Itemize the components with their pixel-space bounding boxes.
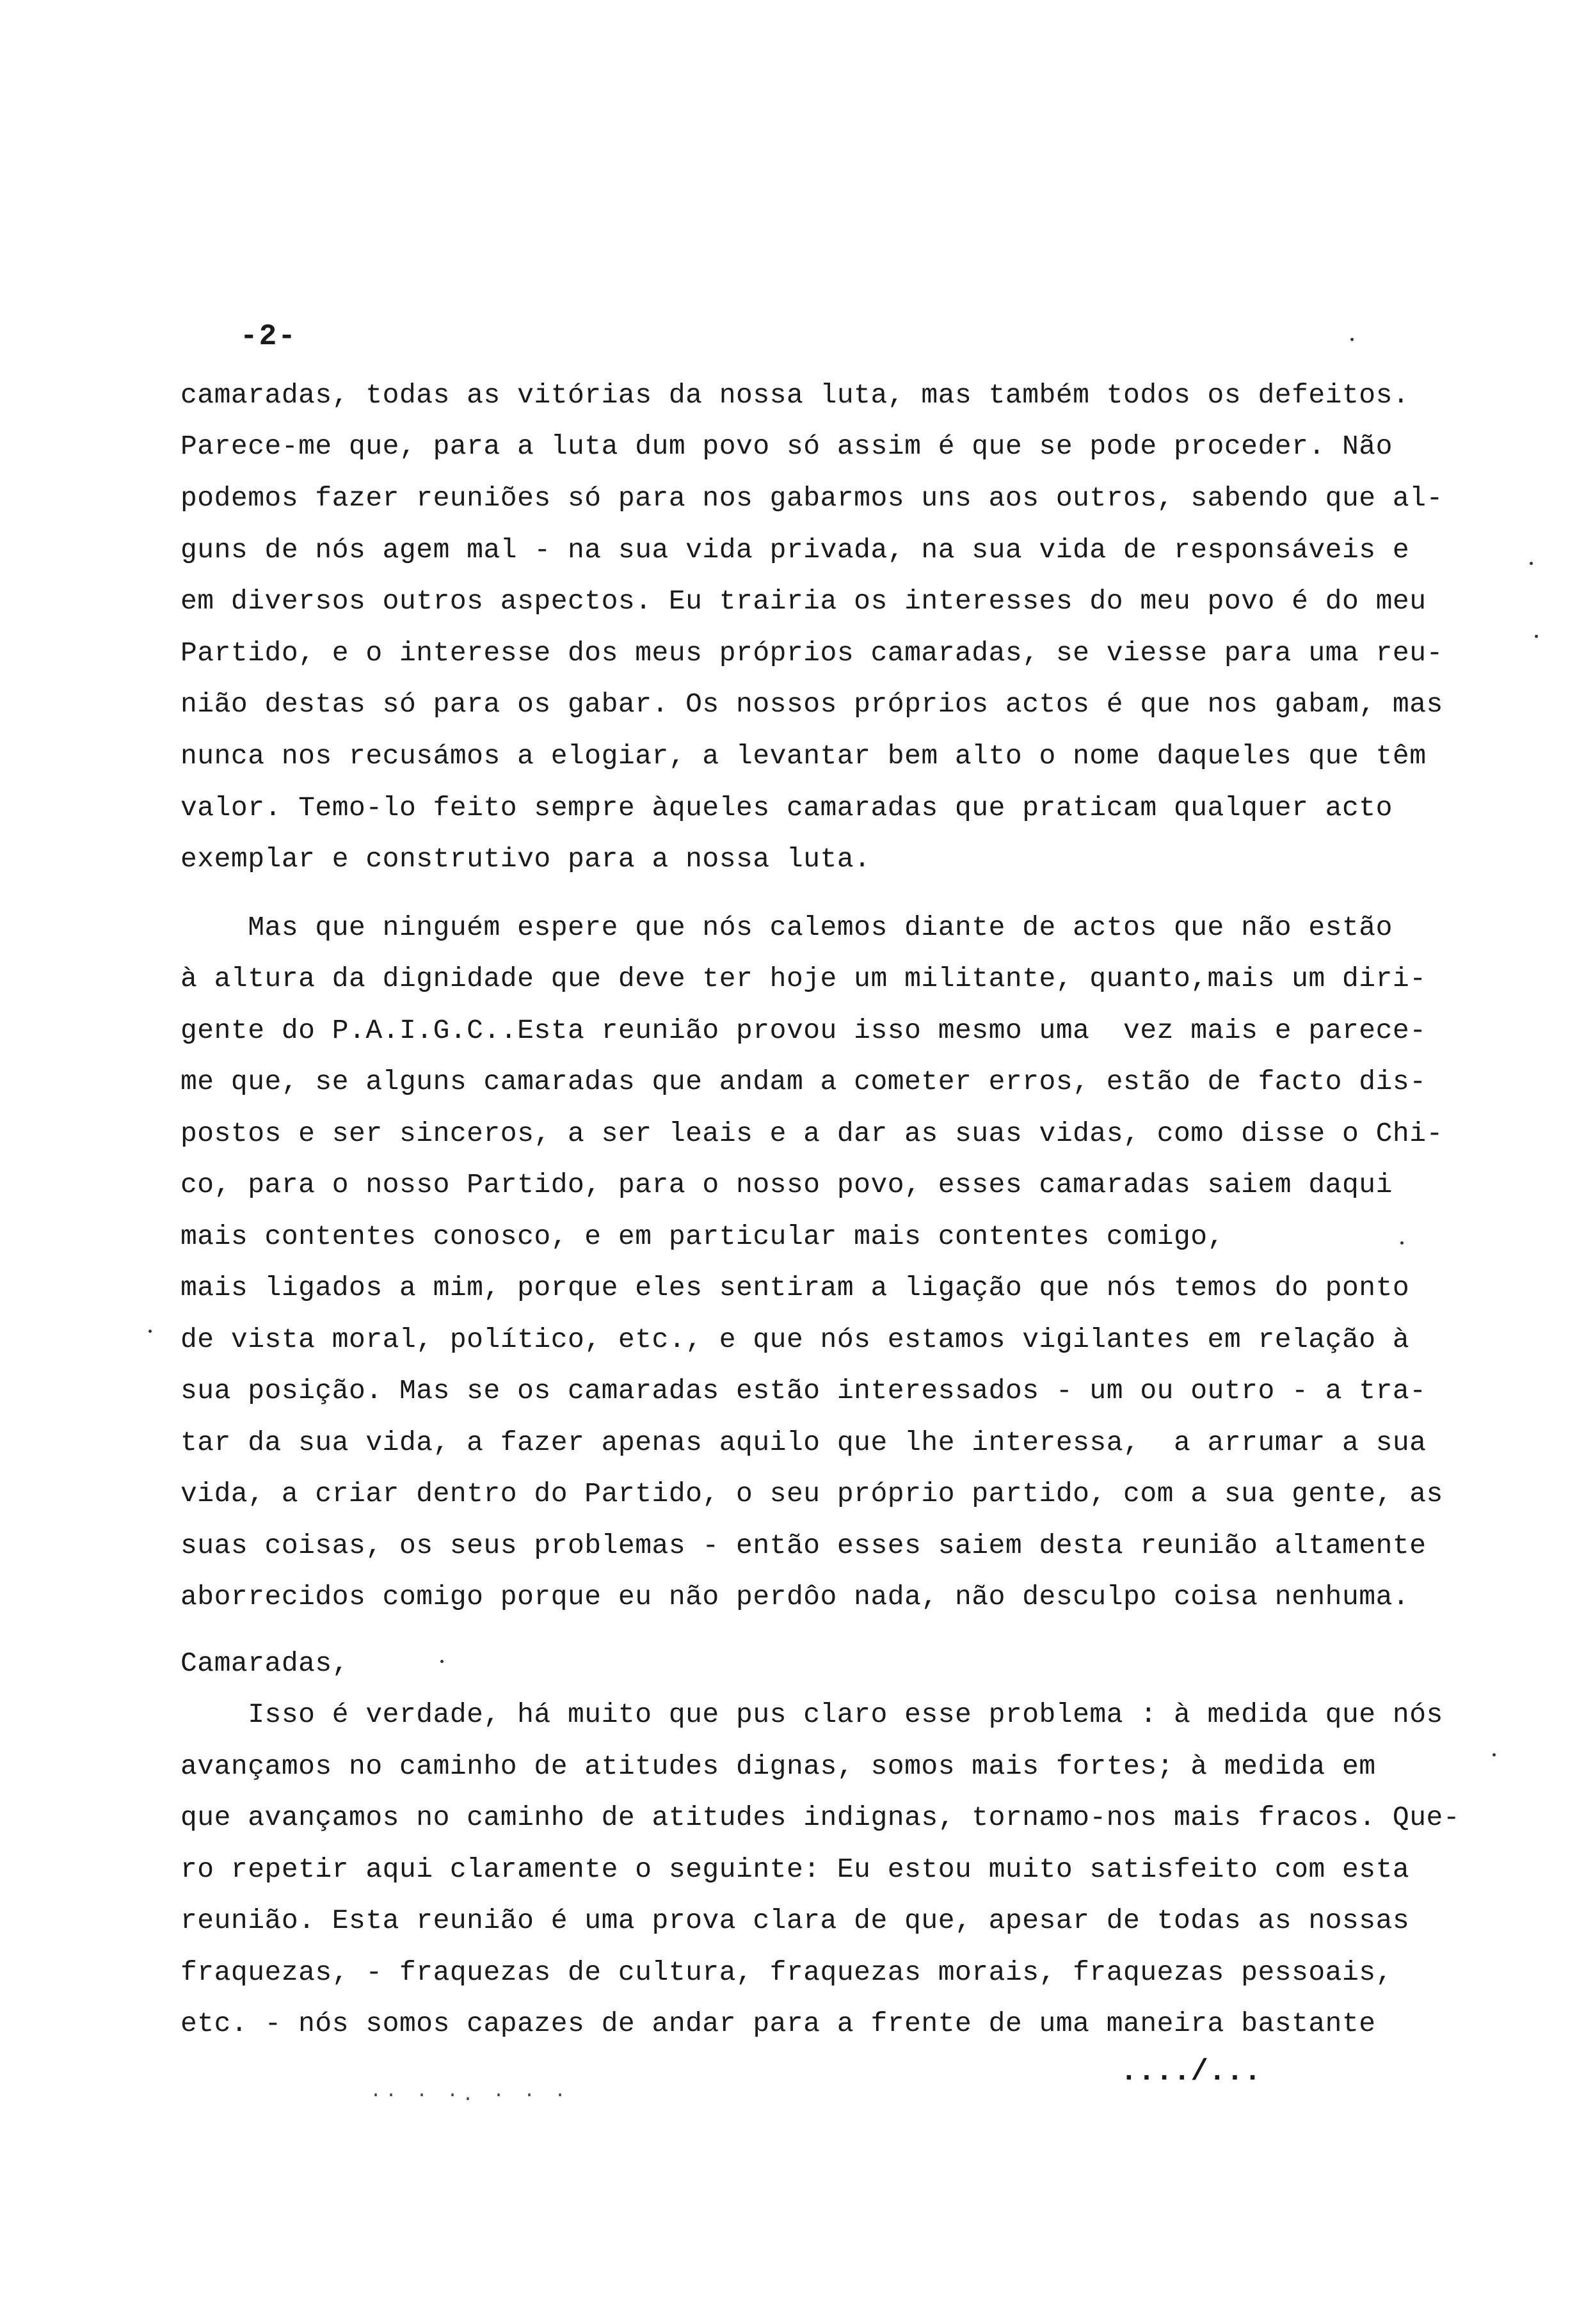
scan-speck: [1493, 1753, 1496, 1756]
text-line: tar da sua vida, a fazer apenas aquilo que lhe interessa, a arrumar a sua: [180, 1427, 1427, 1458]
text-line: à altura da dignidade que deve ter hoje um militante, quanto,mais um diri-: [180, 963, 1427, 994]
text-line: de vista moral, político, etc., e que nós estamos vigilantes em relação à: [180, 1324, 1410, 1355]
text-line: em diversos outros aspectos. Eu trairia os interesses do meu povo é do meu: [180, 585, 1427, 617]
text-line: camaradas, todas as vitórias da nossa luta, mas também todos os defeitos.: [180, 379, 1410, 411]
text-line: exemplar e construtivo para a nossa luta.: [180, 843, 871, 875]
text-line: Camaradas,: [180, 1648, 349, 1679]
text-line: Mas que ninguém espere que nós calemos diante de actos que não estão: [180, 912, 1393, 943]
text-line: me que, se alguns camaradas que andam a cometer erros, estão de facto dis-: [180, 1066, 1427, 1097]
scan-speck: [440, 1660, 444, 1663]
text-line: Parece-me que, para a luta dum povo só assim é que se pode proceder. Não: [180, 431, 1393, 462]
text-line: avançamos no caminho de atitudes dignas, somos mais fortes; à medida em: [180, 1751, 1376, 1782]
text-line: valor. Temo-lo feito sempre àqueles camaradas que praticam qualquer acto: [180, 792, 1393, 824]
scan-speck: [1350, 338, 1354, 341]
text-line: vida, a criar dentro do Partido, o seu próprio partido, com a sua gente, as: [180, 1478, 1443, 1509]
text-line: mais ligados a mim, porque eles sentiram a ligação que nós temos do ponto: [180, 1272, 1410, 1303]
text-line: ro repetir aqui claramente o seguinte: Eu estou muito satisfeito com esta: [180, 1854, 1410, 1885]
continuation-marker: ..../...: [1120, 2055, 1261, 2089]
text-line: mais contentes conosco, e em particular mais contentes comigo,: [180, 1221, 1224, 1252]
text-line: podemos fazer reuniões só para nos gabarmos uns aos outros, sabendo que al-: [180, 482, 1443, 514]
text-line: co, para o nosso Partido, para o nosso povo, esses camaradas saiem daqui: [180, 1169, 1393, 1200]
scan-dots: ·· · ·. · · ·: [370, 2085, 570, 2106]
text-line: suas coisas, os seus problemas - então esses saiem desta reunião altamente: [180, 1530, 1427, 1561]
text-line: Isso é verdade, há muito que pus claro esse problema : à medida que nós: [180, 1699, 1443, 1730]
text-line: guns de nós agem mal - na sua vida privada, na sua vida de responsáveis e: [180, 534, 1410, 566]
page-number: -2-: [240, 320, 297, 353]
text-line: gente do P.A.I.G.C..Esta reunião provou isso mesmo uma vez mais e parece-: [180, 1015, 1427, 1046]
text-line: que avançamos no caminho de atitudes indignas, tornamo-nos mais fracos. Que-: [180, 1802, 1461, 1833]
scan-speck: [1530, 562, 1533, 565]
text-line: etc. - nós somos capazes de andar para a frente de uma maneira bastante: [180, 2008, 1376, 2039]
text-line: sua posição. Mas se os camaradas estão interessados - um ou outro - a tra-: [180, 1375, 1427, 1406]
text-line: aborrecidos comigo porque eu não perdôo nada, não desculpo coisa nenhuma.: [180, 1581, 1410, 1612]
text-line: Partido, e o interesse dos meus próprios camaradas, se viesse para uma reu-: [180, 637, 1443, 669]
scan-speck: [1400, 1241, 1404, 1245]
text-line: postos e ser sinceros, a ser leais e a dar as suas vidas, como disse o Chi-: [180, 1118, 1443, 1149]
text-line: reunião. Esta reunião é uma prova clara de que, apesar de todas as nossas: [180, 1905, 1410, 1936]
scan-speck: [148, 1330, 152, 1333]
text-line: nião destas só para os gabar. Os nossos próprios actos é que nos gabam, mas: [180, 688, 1443, 720]
scan-speck: [1535, 635, 1538, 638]
text-line: nunca nos recusámos a elogiar, a levantar bem alto o nome daqueles que têm: [180, 740, 1427, 772]
text-line: fraquezas, - fraquezas de cultura, fraquezas morais, fraquezas pessoais,: [180, 1957, 1393, 1988]
